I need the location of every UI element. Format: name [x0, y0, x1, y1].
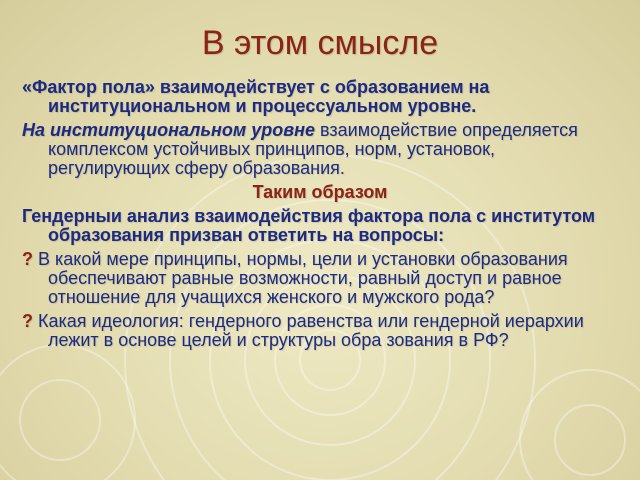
- question-2: [22, 312, 618, 350]
- institutional-level-text: взаимодействие определяется комплексом устойчивых принципов, норм, установок, регулирующих сферу образования.: [48, 120, 578, 178]
- question-2-text: Какая идеология: гендерного равенства или гендерной иерархии лежит в основе целей и структуры обра зования в РФ?: [33, 311, 584, 350]
- paragraph-gender-analysis: Гендерныи анализ взаимодействия фактора пола с институтом образования призван ответить на вопросы:: [22, 206, 596, 245]
- paragraph-thus: Таким образом: [252, 182, 388, 202]
- slide-title: В этом смысле: [201, 24, 439, 62]
- paragraph-institutional-level: [22, 121, 618, 178]
- institutional-level-lead: На институциональном уровне: [22, 120, 316, 140]
- question-mark-2: ?: [22, 311, 33, 331]
- question-1: [22, 250, 618, 307]
- question-mark-1: ?: [22, 249, 33, 269]
- paragraph-gender-factor: «Фактор пола» взаимодействует с образованием на институциональном и процессуальном уровне.: [22, 77, 490, 116]
- slide-content: [22, 78, 618, 355]
- question-1-text: В какой мере принципы, нормы, цели и установки образования обеспечивают равные возможности, равный доступ и равное отношение для учащихся женского и мужского рода?: [33, 249, 568, 307]
